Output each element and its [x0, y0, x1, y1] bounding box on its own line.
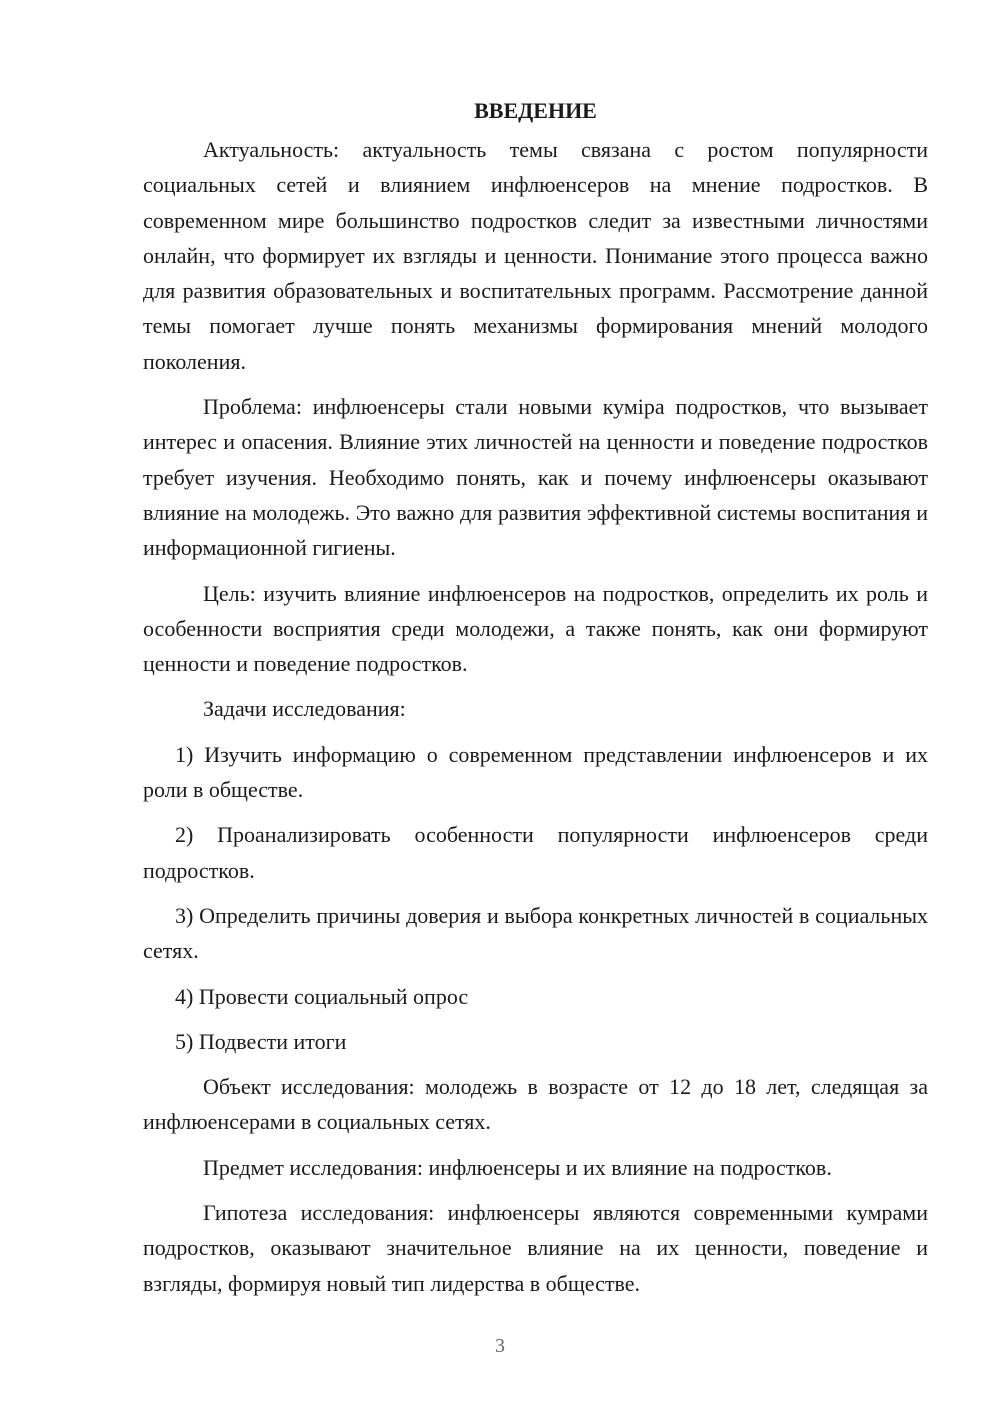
paragraph-relevance: Актуальность: актуальность темы связана с ростом популярности социальных сетей и влиянием инфлюенсеров на мнение подростков. В современном мире большинство подростков следит за известными личностями онлайн, что формирует их взгляды и ценности. Понимание этого процесса важно для развития образовательных и воспитательных программ. Рассмотрение данной темы помогает лучше понять механизмы формирования мнений молодого поколения. — [143, 137, 928, 374]
paragraph-tasks-heading: Задачи исследования: — [203, 696, 406, 722]
paragraph-object: Объект исследования: молодежь в возрасте от 12 до 18 лет, следящая за инфлюенсерами в социальных сетях. — [143, 1074, 928, 1135]
task-item-5: 5) Подвести итоги — [175, 1028, 347, 1054]
paragraph-problem: Проблема: инфлюенсеры стали новыми куміра подростков, что вызывает интерес и опасения. Влияние этих личностей на ценности и поведение подростков требует изучения. Необходимо понять, как и почему инфлюенсеры оказывают влияние на молодежь. Это важно для развития эффективной системы воспитания и информационной гигиены. — [143, 394, 928, 561]
paragraph-subject: Предмет исследования: инфлюенсеры и их влияние на подростков. — [203, 1154, 832, 1180]
page-number: 3 — [495, 1335, 505, 1357]
paragraph-goal: Цель: изучить влияние инфлюенсеров на подростков, определить их роль и особенности восприятия среди молодежи, а также понять, как они формируют ценности и поведение подростков. — [143, 580, 928, 677]
paragraph-hypothesis: Гипотеза исследования: инфлюенсеры являются современными кумрами подростков, оказывают значительное влияние на их ценности, поведение и взгляды, формируя новый тип лидерства в обществе. — [143, 1200, 928, 1296]
section-title: ВВЕДЕНИЕ — [474, 98, 597, 123]
document-page — [143, 94, 928, 1311]
task-item-1: 1) Изучить информацию о современном представлении инфлюенсеров и их роли в обществе. — [143, 741, 928, 803]
task-item-2: 2) Проанализировать особенности популярности инфлюенсеров среди подростков. — [143, 822, 928, 883]
task-item-3: 3) Определить причины доверия и выбора конкретных личностей в социальных сетях. — [143, 902, 928, 964]
task-item-4: 4) Провести социальный опрос — [175, 983, 469, 1009]
